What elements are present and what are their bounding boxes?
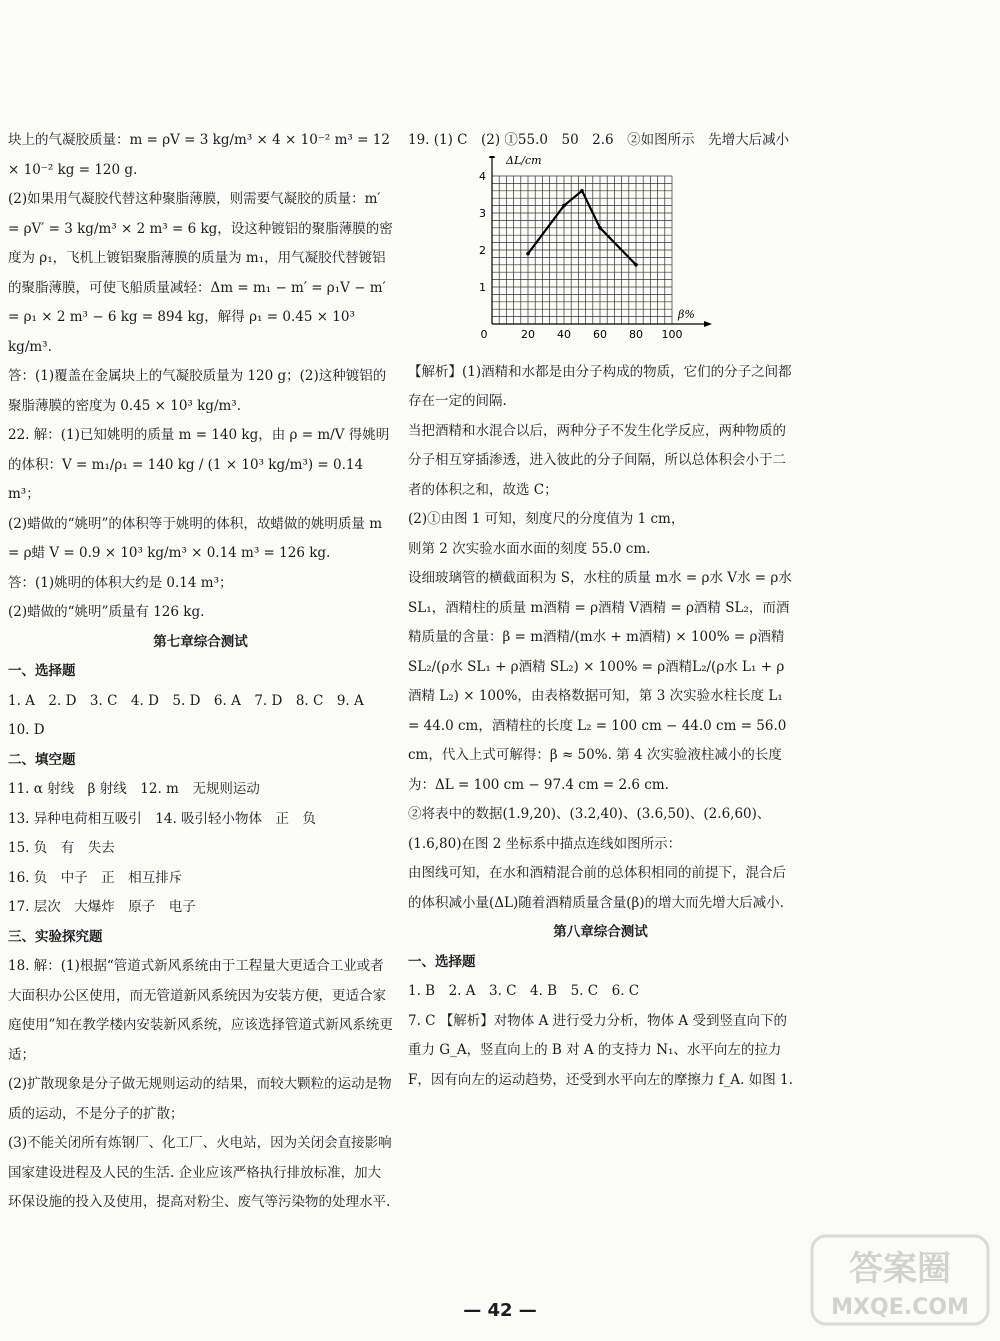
answer-7-analysis: 7. C 【解析】对物体 A 进行受力分析，物体 A 受到竖直向下的重力 G_A，竖直向上的 B 对 A 的支持力 N₁、水平向左的拉力 F，因有向左的运动趋势，还受到水平向左的摩擦力 f_A. 如图 1. bbox=[408, 1012, 793, 1088]
y-tick-label: 4 bbox=[479, 169, 486, 183]
fill-answer-17: 17. 层次 大爆炸 原子 电子 bbox=[8, 899, 196, 915]
x-tick-label: 80 bbox=[629, 327, 643, 341]
answer-18-part3: (3)不能关闭所有炼钢厂、化工厂、火电站，因为关闭会直接影响国家建设进程及人民的生活. 企业应该严格执行排放标准，加大环保设施的投入及使用，提高对粉尘、废气等污染物的处理水平. bbox=[8, 1135, 392, 1210]
watermark-logo bbox=[810, 1232, 990, 1328]
x-tick-label: 40 bbox=[557, 327, 571, 341]
answer-18-part1: 18. 解：(1)根据“管道式新风系统由于工程量大更适合工业或者大面积办公区使用，而无管道新风系统因为安装方便，更适合家庭使用”知在教学楼内安装新风系统，应该选择管道式新风系统更适； bbox=[8, 958, 393, 1063]
chart-svg bbox=[408, 156, 793, 356]
chapter8-heading: 第八章综合测试 bbox=[553, 924, 648, 940]
analysis-para-2: (2)①由图 1 可知，刻度尺的分度值为 1 cm， bbox=[408, 511, 685, 527]
y-tick-label: 1 bbox=[479, 280, 486, 294]
x-tick-label: 100 bbox=[661, 327, 683, 341]
analysis-para-6: 由图线可知，在水和酒精混合前的总体积相同的前提下，混合后的体积减小量(ΔL)随着酒精质量含量(β)的增大而先增大后减小. bbox=[408, 865, 786, 911]
left-para-5: 答：(1)姚明的体积大约是 0.14 m³； bbox=[8, 574, 233, 591]
section-experiment: 三、实验探究题 bbox=[8, 928, 103, 945]
analysis-para-1: 当把酒精和水混合以后，两种分子不发生化学反应，两种物质的分子相互穿插渗透，进入彼此的分子间隔，所以总体积会小于二者的体积之和，故选 C； bbox=[408, 422, 786, 498]
left-para-2: 答：(1)覆盖在金属块上的气凝胶质量为 120 g；(2)这种镀铝的聚脂薄膜的密度为 0.45 × 10³ kg/m³. bbox=[8, 368, 387, 414]
fill-answer-16: 16. 负 中子 正 相互排斥 bbox=[8, 869, 183, 886]
choice-answers: 1. A 2. D 3. C 4. D 5. D 6. A 7. D 8. C 9. A 10. D bbox=[8, 692, 378, 738]
analysis-para-3: 则第 2 次实验水面水面的刻度 55.0 cm. bbox=[408, 540, 651, 557]
answer-19: 19. (1) C (2) ①55.0 50 2.6 ②如图所示 先增大后减小 bbox=[408, 132, 790, 148]
section-choice: 一、选择题 bbox=[8, 663, 76, 679]
fill-answer-15: 15. 负 有 失去 bbox=[8, 840, 115, 856]
answer-18-part2: (2)扩散现象是分子做无规则运动的结果，而较大颗粒的运动是物质的运动，不是分子的扩散； bbox=[8, 1076, 392, 1122]
left-para-6: (2)蜡做的“姚明”质量有 126 kg. bbox=[8, 604, 205, 620]
data-point bbox=[562, 203, 566, 207]
data-point bbox=[580, 189, 584, 193]
watermark-bottom: MXQE.COM bbox=[831, 1295, 969, 1320]
y-tick-label: 2 bbox=[479, 243, 486, 257]
left-column bbox=[8, 126, 393, 1218]
chapter7-heading: 第七章综合测试 bbox=[153, 633, 248, 650]
page-number: — 42 — bbox=[463, 1300, 537, 1321]
choice-answers-8: 1. B 2. A 3. C 4. B 5. C 6. C bbox=[408, 983, 640, 999]
x-axis-arrow bbox=[704, 321, 712, 327]
y-axis-label: ΔL/cm bbox=[506, 155, 542, 167]
data-point bbox=[526, 251, 530, 255]
y-tick-label: 3 bbox=[479, 206, 486, 220]
right-column bbox=[408, 126, 793, 1095]
y-axis-arrow bbox=[489, 156, 495, 158]
section-choice-8: 一、选择题 bbox=[408, 953, 476, 970]
section-fill: 二、填空题 bbox=[8, 751, 76, 768]
fill-answer-11: 11. α 射线 β 射线 12. m 无规则运动 bbox=[8, 781, 260, 797]
left-para-0: 块上的气凝胶质量：m = ρV = 3 kg/m³ × 4 × 10⁻² m³ = 12 × 10⁻² kg = 120 g. bbox=[8, 132, 390, 178]
left-para-3: 22. 解：(1)已知姚明的质量 m = 140 kg，由 ρ = m/V 得姚明的体积：V = m₁/ρ₁ = 140 kg / (1 × 10³ kg/m³) = 0.14 m³； bbox=[8, 427, 390, 502]
left-para-1: (2)如果用气凝胶代替这种聚脂薄膜，则需要气凝胶的质量：m′ = ρV′ = 3 kg/m³ × 2 m³ = 6 kg，设这种镀铝的聚脂薄膜的密度为 ρ₁，飞机上镀铝聚脂薄膜的质量为 m₁，用气凝胶代替镀铝的聚脂薄膜，可使飞船质量减轻：Δm = m₁ − m′ = ρ₁V − m′ = ρ₁ × 2 m³ − 6 kg = 894 kg，解得 ρ₁ = 0.45 × 10³ kg/m³. bbox=[8, 191, 393, 355]
analysis-para-4: 设细玻璃管的横截面积为 S，水柱的质量 m水 = ρ水 V水 = ρ水 SL₁，酒精柱的质量 m酒精 = ρ酒精 V酒精 = ρ酒精 SL₂，而酒精质量的含量：β = m酒精/(m水 + m酒精) × 100% = ρ酒精SL₂/(ρ水 SL₁ + ρ酒精 SL₂) × 100% = ρ酒精L₂/(ρ水 L₁ + ρ酒精 L₂) × 100%，由表格数据可知，第 3 次实验水柱长度 L₁ = 44.0 cm，酒精柱的长度 L₂ = 100 cm − 44.0 cm = 56.0 cm，代入上式可解得：β ≈ 50%. 第 4 次实验液柱减小的长度为：ΔL = 100 cm − 97.4 cm = 2.6 cm. bbox=[408, 570, 792, 793]
x-tick-label: 0 bbox=[480, 327, 488, 341]
watermark-top: 答案圈 bbox=[849, 1249, 951, 1289]
data-point bbox=[634, 263, 638, 267]
fill-answer-13: 13. 异种电荷相互吸引 14. 吸引轻小物体 正 负 bbox=[8, 810, 317, 827]
analysis-para-5: ②将表中的数据(1.9,20)、(3.2,40)、(3.6,50)、(2.6,60)、(1.6,80)在图 2 坐标系中描点连线如图所示： bbox=[408, 806, 771, 852]
x-tick-label: 20 bbox=[521, 327, 535, 341]
delta-l-chart bbox=[408, 156, 793, 356]
x-tick-label: 60 bbox=[593, 327, 607, 341]
x-axis-label: β% bbox=[678, 307, 695, 321]
analysis-para-0: 【解析】(1)酒精和水都是由分子构成的物质，它们的分子之间都存在一定的间隔. bbox=[408, 363, 792, 409]
data-point bbox=[598, 226, 602, 230]
left-para-4: (2)蜡做的“姚明”的体积等于姚明的体积，故蜡做的姚明质量 m = ρ蜡 V = 0.9 × 10³ kg/m³ × 0.14 m³ = 126 kg. bbox=[8, 515, 383, 561]
